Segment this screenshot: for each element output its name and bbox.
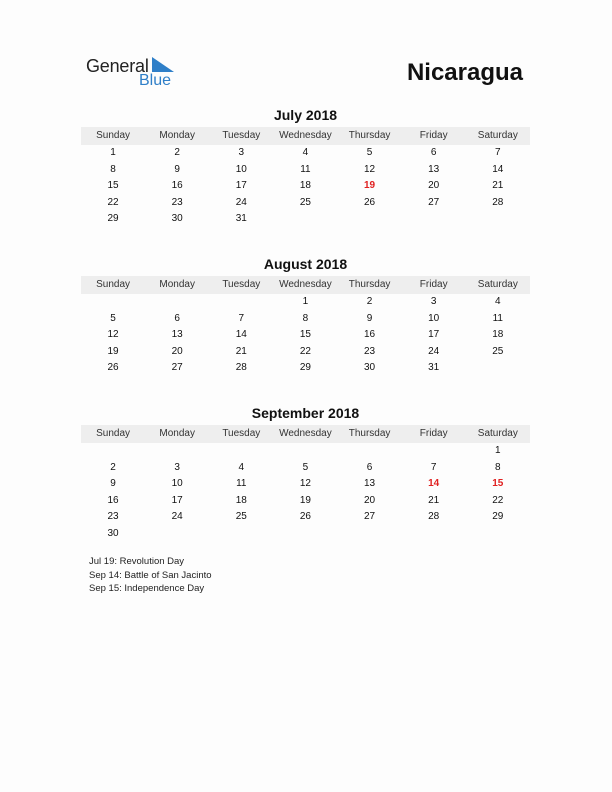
day-cell: 13: [171, 329, 183, 341]
empty-day-cell: [145, 443, 209, 460]
day-cell: 23: [171, 196, 183, 208]
weekday-label: Thursday: [348, 428, 391, 439]
day-cell: 4: [238, 461, 245, 473]
week-row: [81, 211, 530, 228]
weekday-label: Wednesday: [279, 428, 332, 439]
weekday-header-row: [81, 276, 530, 294]
day-cell: 23: [107, 511, 119, 523]
day-cell: 29: [107, 213, 119, 225]
empty-day-cell: [466, 526, 530, 543]
weekday-label: Sunday: [96, 279, 131, 290]
week-row: [81, 493, 530, 510]
week-row: [81, 360, 530, 377]
day-cell: 18: [492, 329, 504, 341]
empty-day-cell: [273, 211, 337, 228]
weekday-label: Monday: [159, 279, 195, 290]
country-title: Nicaragua: [406, 59, 523, 86]
empty-day-cell: [81, 294, 145, 311]
day-cell: 24: [428, 345, 440, 357]
holiday-notes: [89, 555, 212, 596]
day-cell: 27: [171, 362, 183, 374]
day-cell: 9: [110, 478, 116, 490]
weekday-label: Thursday: [348, 130, 391, 141]
day-cell: 3: [174, 461, 180, 473]
day-cell: 11: [492, 312, 503, 324]
day-cell: 22: [492, 494, 504, 506]
weekday-label: Wednesday: [279, 130, 332, 141]
day-cell: 26: [299, 511, 311, 523]
empty-day-cell: [402, 443, 466, 460]
day-cell: 13: [428, 163, 440, 175]
holiday-day-cell: 15: [492, 478, 504, 490]
day-cell: 11: [300, 163, 311, 175]
empty-day-cell: [402, 211, 466, 228]
day-cell: 28: [235, 362, 247, 374]
day-cell: 27: [428, 196, 440, 208]
empty-day-cell: [466, 360, 530, 377]
day-cell: 28: [492, 196, 504, 208]
logo-word-blue: Blue: [139, 72, 172, 89]
week-row: [81, 195, 530, 212]
weekday-label: Thursday: [348, 279, 391, 290]
week-row: [81, 327, 530, 344]
week-row: [81, 294, 530, 311]
weekday-label: Saturday: [477, 130, 518, 141]
day-cell: 20: [171, 345, 183, 357]
day-cell: 30: [364, 362, 376, 374]
day-cell: 13: [364, 478, 376, 490]
month-title: July 2018: [273, 107, 338, 123]
day-cell: 21: [235, 345, 247, 357]
month-title: September 2018: [251, 405, 360, 421]
weekday-label: Friday: [419, 428, 448, 439]
day-cell: 25: [299, 196, 311, 208]
holiday-note: Sep 15: Independence Day: [89, 583, 205, 594]
month-calendar-july: [81, 106, 530, 228]
month-title: August 2018: [263, 256, 348, 272]
day-cell: 15: [299, 329, 311, 341]
holiday-note: Jul 19: Revolution Day: [89, 556, 185, 567]
day-cell: 7: [430, 461, 437, 473]
empty-day-cell: [209, 294, 273, 311]
day-cell: 4: [302, 147, 309, 158]
weekday-label: Sunday: [96, 130, 131, 141]
weekday-label: Saturday: [477, 428, 518, 439]
weekday-header-row: [81, 425, 530, 443]
day-cell: 17: [171, 494, 183, 506]
day-cell: 6: [366, 461, 373, 473]
day-cell: 7: [495, 147, 501, 158]
week-row: [81, 443, 530, 460]
day-cell: 16: [107, 494, 119, 506]
day-cell: 17: [235, 180, 247, 192]
weekday-label: Monday: [159, 130, 195, 141]
day-cell: 4: [495, 296, 501, 307]
day-cell: 7: [238, 312, 245, 324]
day-cell: 10: [428, 312, 440, 324]
day-cell: 5: [110, 312, 116, 324]
day-cell: 12: [299, 478, 311, 490]
empty-day-cell: [209, 443, 273, 460]
weekday-label: Saturday: [477, 279, 518, 290]
holiday-day-cell: 19: [364, 180, 376, 192]
day-cell: 31: [235, 213, 247, 225]
day-cell: 6: [430, 147, 437, 158]
day-cell: 6: [174, 312, 180, 324]
generalblue-logo: [86, 56, 186, 92]
day-cell: 20: [364, 494, 376, 506]
month-calendar-september: [81, 404, 530, 543]
day-cell: 15: [107, 180, 119, 192]
day-cell: 1: [110, 147, 116, 158]
day-cell: 20: [428, 180, 440, 192]
week-row: [81, 162, 530, 179]
day-cell: 29: [299, 362, 311, 374]
day-cell: 22: [299, 345, 311, 357]
day-cell: 30: [107, 527, 119, 539]
day-cell: 8: [495, 461, 501, 473]
day-cell: 10: [171, 478, 183, 490]
day-cell: 26: [364, 196, 376, 208]
day-cell: 19: [299, 494, 311, 506]
day-cell: 1: [302, 296, 309, 307]
day-cell: 8: [302, 312, 309, 324]
day-cell: 27: [364, 511, 376, 523]
holiday-note: Sep 14: Battle of San Jacinto: [89, 569, 212, 581]
empty-day-cell: [81, 443, 145, 460]
weekday-label: Monday: [159, 428, 195, 439]
day-cell: 21: [492, 180, 504, 192]
day-cell: 9: [366, 312, 373, 324]
day-cell: 3: [430, 296, 437, 307]
day-cell: 11: [236, 478, 247, 490]
day-cell: 12: [107, 329, 119, 341]
day-cell: 5: [302, 461, 309, 473]
day-cell: 9: [174, 163, 180, 175]
week-row: [81, 344, 530, 361]
day-cell: 28: [428, 511, 440, 523]
empty-day-cell: [466, 211, 530, 228]
empty-day-cell: [338, 526, 402, 543]
day-cell: 18: [299, 180, 311, 192]
weekday-label: Friday: [419, 130, 448, 141]
day-cell: 18: [235, 494, 247, 506]
empty-day-cell: [273, 443, 337, 460]
day-cell: 25: [235, 511, 247, 523]
weekday-label: Tuesday: [222, 130, 261, 141]
day-cell: 14: [492, 163, 504, 175]
empty-day-cell: [145, 526, 209, 543]
week-row: [81, 145, 530, 162]
day-cell: 26: [107, 362, 119, 374]
weekday-label: Wednesday: [279, 279, 332, 290]
week-row: [81, 460, 530, 477]
empty-day-cell: [338, 443, 402, 460]
day-cell: 31: [428, 362, 440, 374]
empty-day-cell: [338, 211, 402, 228]
day-cell: 30: [171, 213, 183, 225]
day-cell: 8: [110, 163, 116, 175]
day-cell: 19: [107, 345, 119, 357]
day-cell: 10: [235, 163, 247, 175]
day-cell: 24: [235, 196, 247, 208]
week-row: [81, 476, 530, 493]
logo-word-general: General: [86, 56, 149, 76]
day-cell: 3: [238, 147, 245, 158]
weekday-header-row: [81, 127, 530, 145]
week-row: [81, 509, 530, 526]
day-cell: 16: [364, 329, 376, 341]
day-cell: 21: [428, 494, 440, 506]
day-cell: 16: [171, 180, 183, 192]
week-row: [81, 526, 530, 543]
empty-day-cell: [273, 526, 337, 543]
day-cell: 2: [174, 147, 180, 158]
day-cell: 25: [492, 345, 504, 357]
day-cell: 29: [492, 511, 504, 523]
day-cell: 12: [364, 163, 376, 175]
day-cell: 1: [495, 445, 501, 456]
empty-day-cell: [209, 526, 273, 543]
day-cell: 24: [171, 511, 183, 523]
day-cell: 23: [364, 345, 376, 357]
empty-day-cell: [145, 294, 209, 311]
weekday-label: Sunday: [96, 428, 131, 439]
weekday-label: Tuesday: [222, 428, 261, 439]
day-cell: 2: [110, 461, 116, 473]
weekday-label: Friday: [419, 279, 448, 290]
holiday-day-cell: 14: [428, 478, 440, 490]
logo-triangle-icon: [152, 57, 176, 73]
week-row: [81, 311, 530, 328]
week-row: [81, 178, 530, 195]
day-cell: 2: [366, 296, 373, 307]
day-cell: 17: [428, 329, 440, 341]
day-cell: 14: [235, 329, 247, 341]
day-cell: 22: [107, 196, 119, 208]
day-cell: 5: [366, 147, 373, 158]
weekday-label: Tuesday: [222, 279, 261, 290]
empty-day-cell: [402, 526, 466, 543]
month-calendar-august: [81, 255, 530, 377]
